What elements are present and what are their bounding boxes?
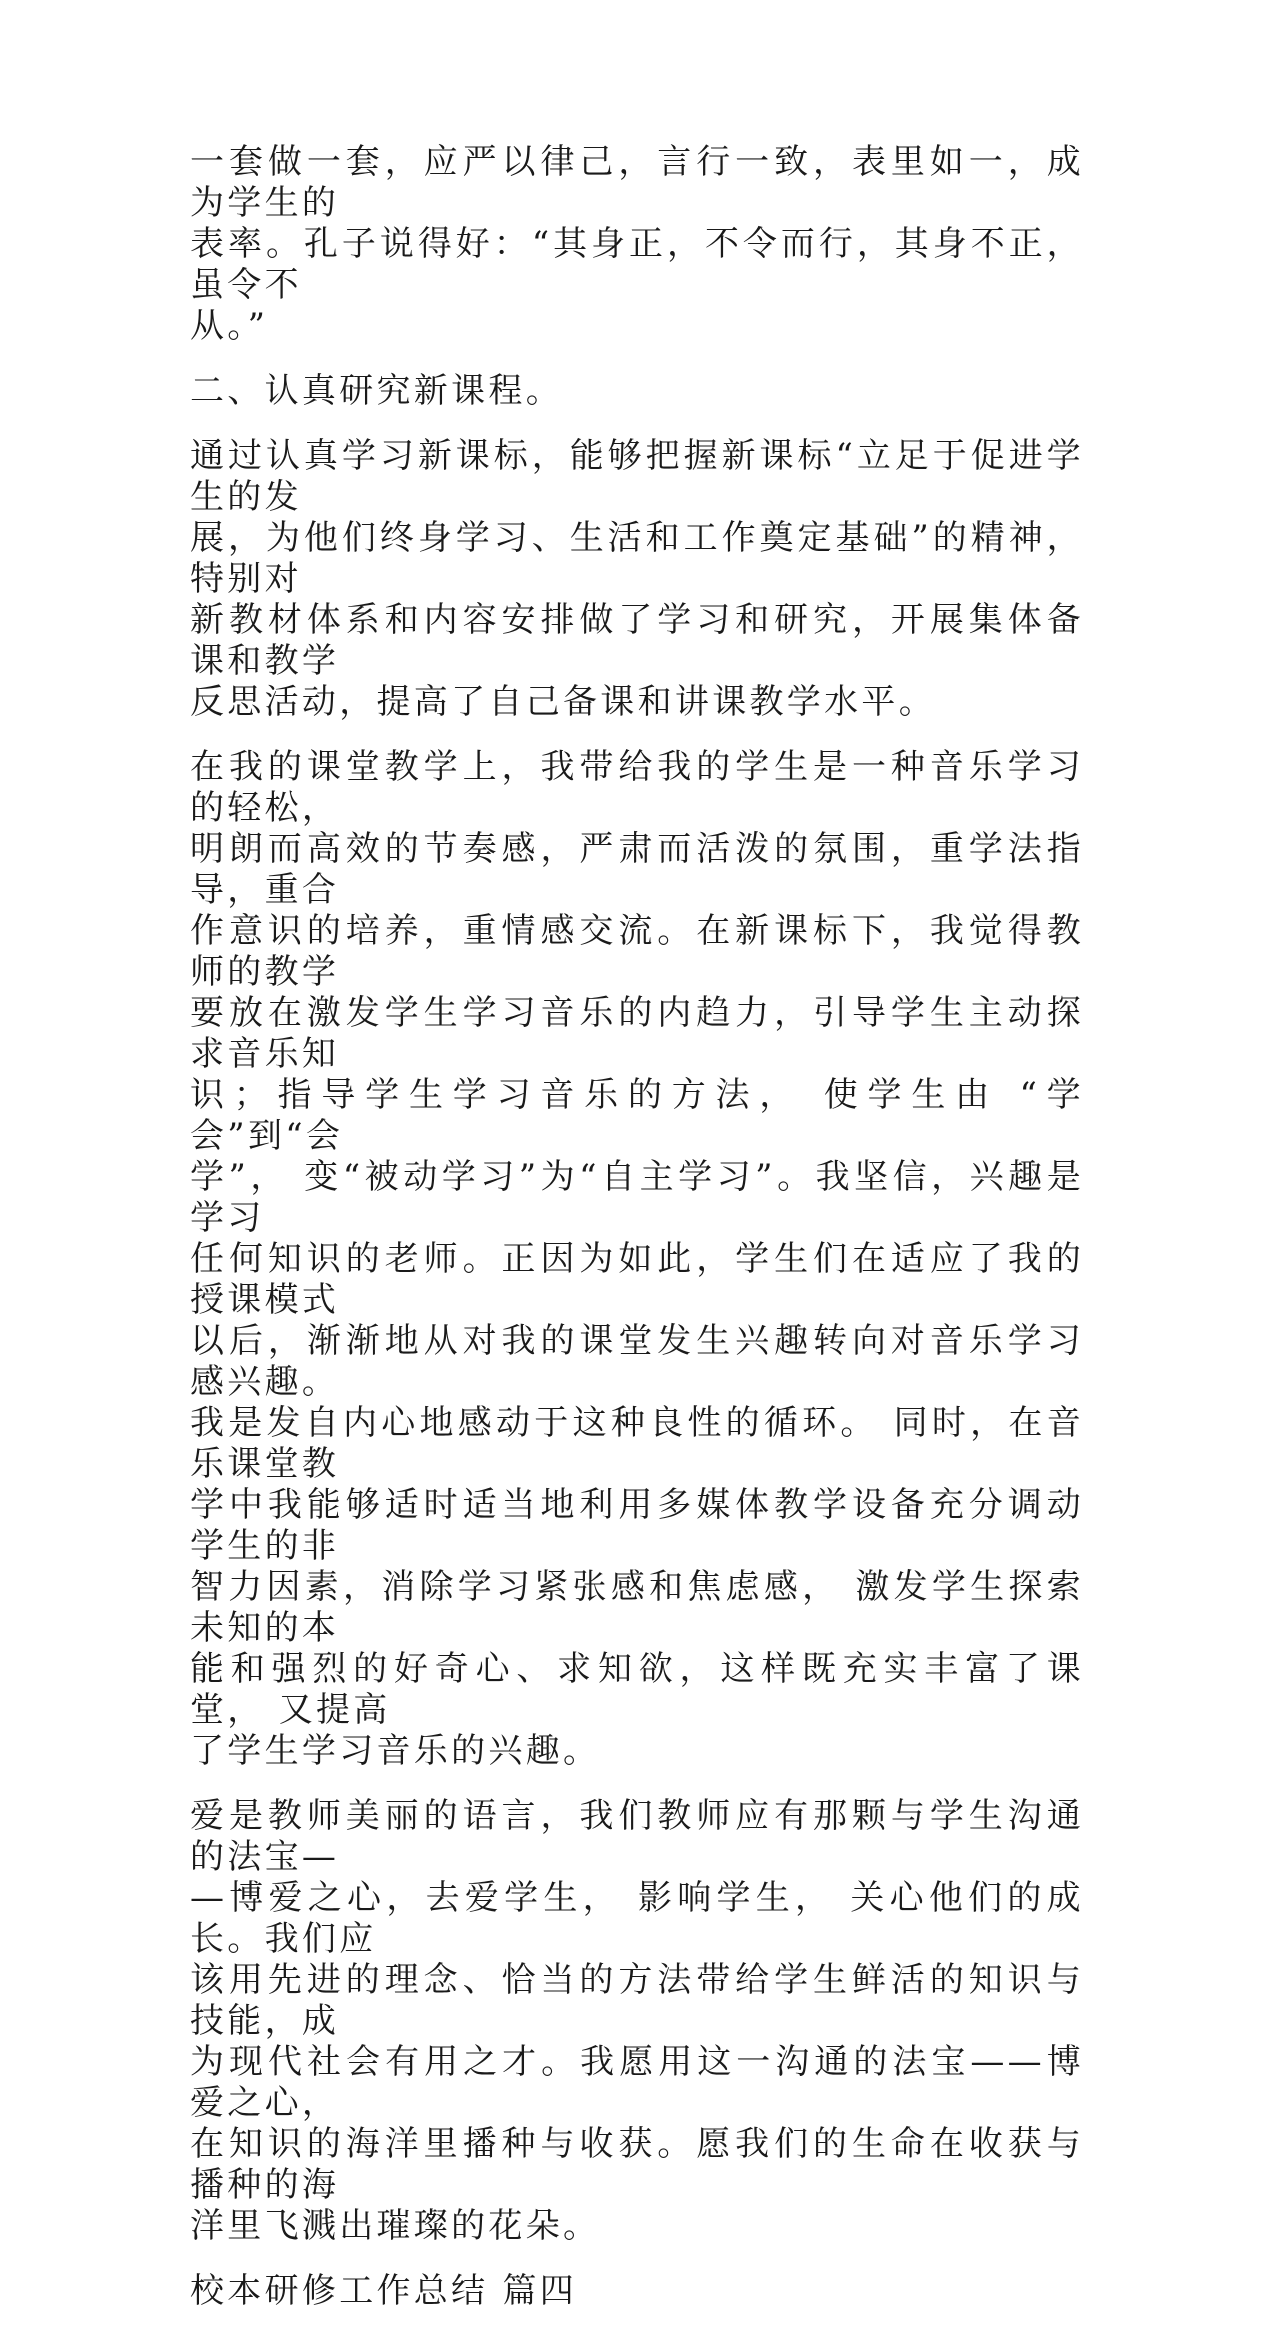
document-body [190, 142, 1084, 2336]
paragraph-love-of-teaching: 爱是教师美丽的语言，我们教师应有那颗与学生沟通的法宝— —博爱之心，去爱学生， 影响学生， 关心他们的成长。我们应 该用先进的理念、恰当的方法带给学生鲜活的知识与技能，成 为现代社会有用之才。我愿用这一沟通的法宝——博爱之心， 在知识的海洋里播种与收获。愿我们的生命在收获与播种的海 洋里飞溅出璀璨的花朵。 [190, 1796, 1084, 2246]
paragraph-classroom-teaching: 在我的课堂教学上，我带给我的学生是一种音乐学习的轻松， 明朗而高效的节奏感，严肃而活泼的氛围，重学法指导，重合 作意识的培养，重情感交流。在新课标下，我觉得教师的教学 要放在激发学生学习音乐的内趋力，引导学生主动探求音乐知 识；指导学生学习音乐的方法， 使学生由 “学会”到“会 学”， 变“被动学习”为“自主学习”。我坚信，兴趣是学习 任何知识的老师。正因为如此，学生们在适应了我的授课模式 以后，渐渐地从对我的课堂发生兴趣转向对音乐学习感兴趣。 我是发自内心地感动于这种良性的循环。 同时，在音乐课堂教 学中我能够适时适当地利用多媒体教学设备充分调动学生的非 智力因素，消除学习紧张感和焦虑感， 激发学生探索未知的本 能和强烈的好奇心、求知欲，这样既充实丰富了课堂， 又提高 了学生学习音乐的兴趣。 [190, 747, 1084, 1771]
paragraph-curriculum-study: 通过认真学习新课标，能够把握新课标“立足于促进学生的发 展，为他们终身学习、生活和工作奠定基础”的精神，特别对 新教材体系和内容安排做了学习和研究，开展集体备课和教学 反思活动，提高了自己备课和讲课教学水平。 [190, 436, 1084, 722]
section-heading-part-four: 校本研修工作总结 篇四 [190, 2271, 578, 2311]
section-heading-new-curriculum: 二、认真研究新课程。 [190, 371, 563, 411]
paragraph-self-discipline: 一套做一套，应严以律己，言行一致，表里如一，成为学生的 表率。孔子说得好：“其身正，不令而行，其身不正，虽令不 从。” [190, 142, 1084, 346]
